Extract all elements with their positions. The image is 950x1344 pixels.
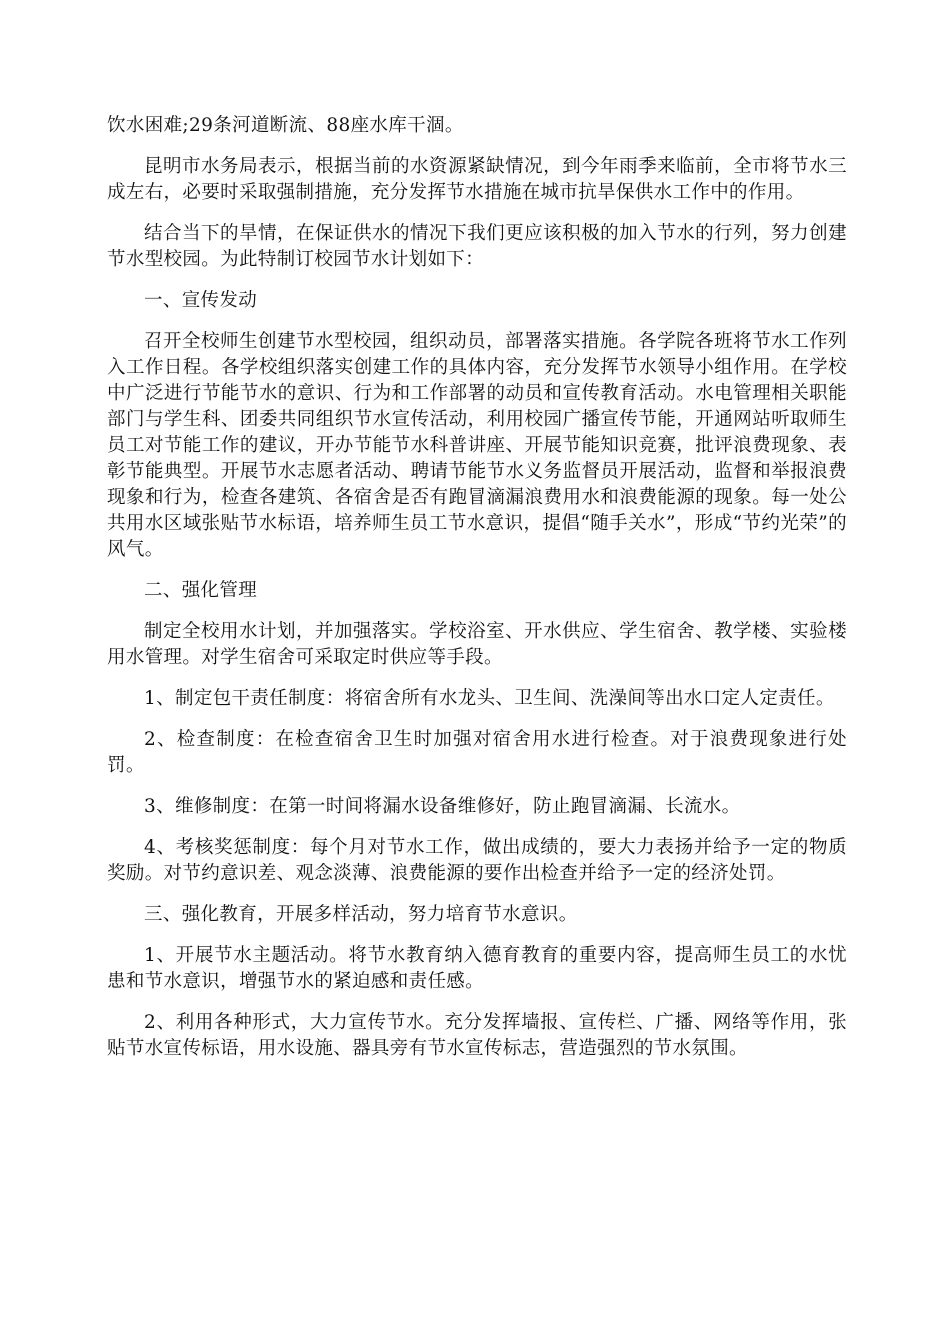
document-body [107, 113, 847, 1077]
list-item-assessment-system: 4、考核奖惩制度：每个月对节水工作，做出成绩的，要大力表扬并给予一定的物质奖励。对节约意识差、观念淡薄、浪费能源的要作出检查并给予一定的经济处罚。 [107, 837, 847, 884]
list-item-responsibility-system: 1、制定包干责任制度：将宿舍所有水龙头、卫生间、洗澡间等出水口定人定责任。 [144, 688, 835, 709]
list-item-inspection-system: 2、检查制度：在检查宿舍卫生时加强对宿舍用水进行检查。对于浪费现象进行处罚。 [107, 729, 847, 776]
list-item-repair-system: 3、维修制度：在第一时间将漏水设备维修好，防止跑冒滴漏、长流水。 [144, 796, 741, 817]
paragraph-kunming-water-bureau: 昆明市水务局表示，根据当前的水资源紧缺情况，到今年雨季来临前，全市将节水三成左右，必要时采取强制措施，充分发挥节水措施在城市抗旱保供水工作中的作用。 [107, 156, 847, 203]
paragraph-continuation: 饮水困难;29条河道断流、88座水库干涸。 [107, 115, 464, 136]
section-heading-management: 二、强化管理 [144, 580, 258, 601]
paragraph-plan-intro: 结合当下的旱情，在保证供水的情况下我们更应该积极的加入节水的行列，努力创建节水型校园。为此特制订校园节水计划如下： [107, 223, 847, 270]
list-item-promotion: 2、利用各种形式，大力宣传节水。充分发挥墙报、宣传栏、广播、网络等作用，张贴节水宣传标语，用水设施、器具旁有节水宣传标志，营造强烈的节水氛围。 [107, 1012, 847, 1059]
paragraph-publicity-body: 召开全校师生创建节水型校园，组织动员，部署落实措施。各学院各班将节水工作列入工作日程。各学校组织落实创建工作的具体内容，充分发挥节水领导小组作用。在学校中广泛进行节能节水的意识、行为和工作部署的动员和宣传教育活动。水电管理相关职能部门与学生科、团委共同组织节水宣传活动，利用校园广播宣传节能，开通网站听取师生员工对节能工作的建议，开办节能节水科普讲座、开展节能知识竞赛，批评浪费现象、表彰节能典型。开展节水志愿者活动、聘请节能节水义务监督员开展活动，监督和举报浪费现象和行为，检查各建筑、各宿舍是否有跑冒滴漏浪费用水和浪费能源的现象。每一处公共用水区域张贴节水标语，培养师生员工节水意识，提倡“随手关水”，形成“节约光荣”的风气。 [107, 331, 847, 560]
paragraph-management-body: 制定全校用水计划，并加强落实。学校浴室、开水供应、学生宿舍、教学楼、实验楼用水管理。对学生宿舍可采取定时供应等手段。 [107, 621, 847, 668]
list-item-theme-activities: 1、开展节水主题活动。将节水教育纳入德育教育的重要内容，提高师生员工的水忧患和节水意识，增强节水的紧迫感和责任感。 [107, 945, 847, 992]
section-heading-education: 三、强化教育，开展多样活动，努力培育节水意识。 [144, 904, 578, 925]
section-heading-publicity: 一、宣传发动 [144, 290, 258, 311]
